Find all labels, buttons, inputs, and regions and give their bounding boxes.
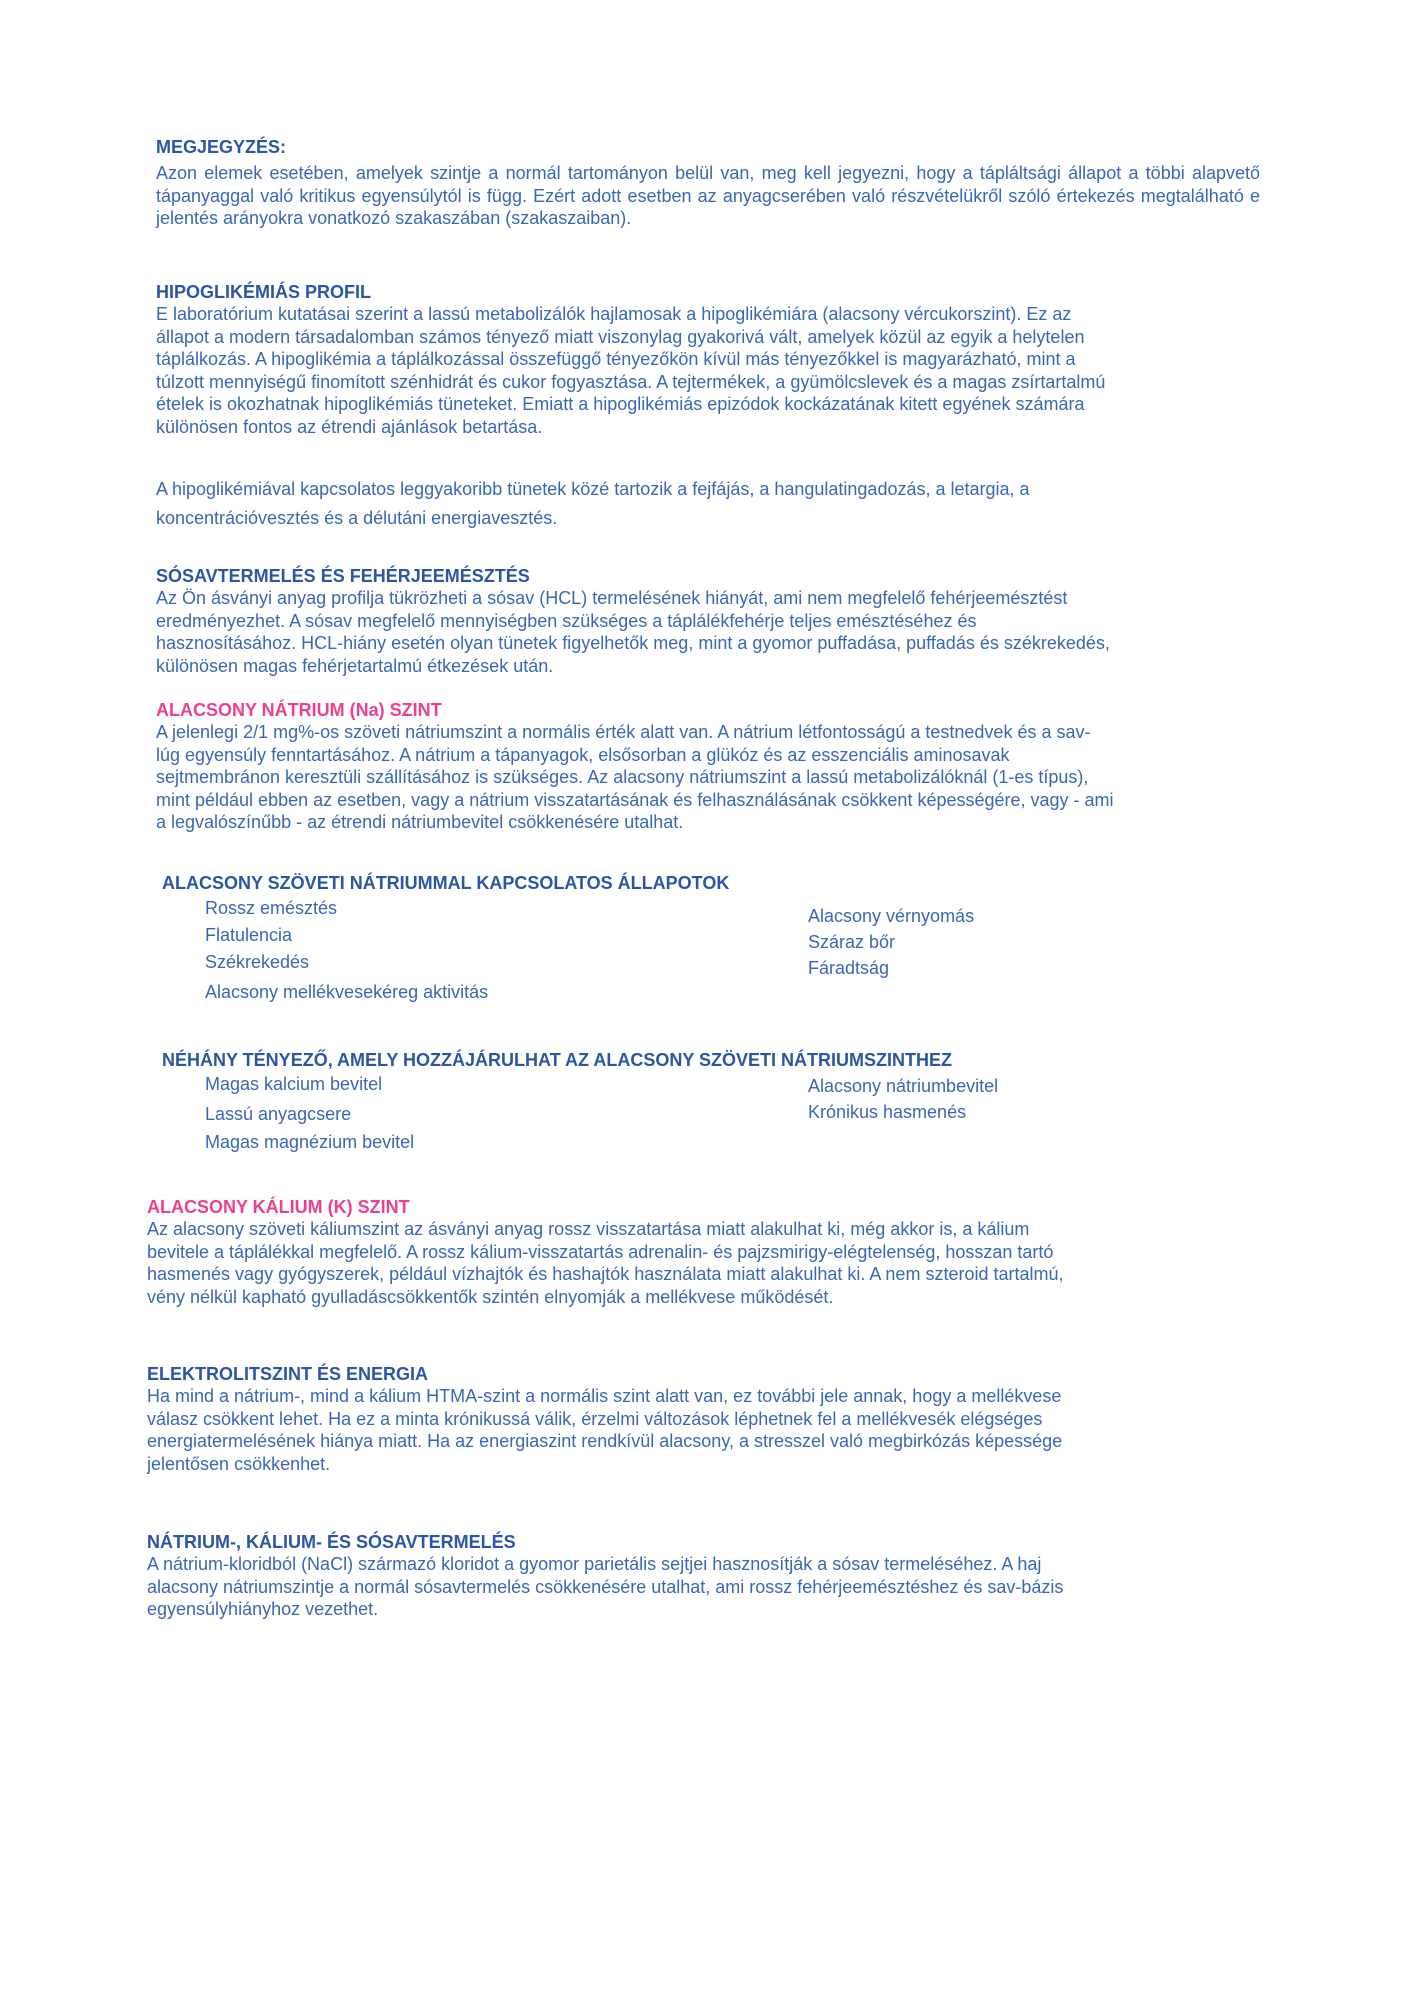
hcl-line: eredményezhet. A sósav megfelelő mennyiségben szükséges a táplálékfehérje teljes emésztéséhez és — [156, 610, 977, 631]
conditions-item: Alacsony mellékvesekéreg aktivitás — [205, 982, 489, 1002]
factors-title: NÉHÁNY TÉNYEZŐ, AMELY HOZZÁJÁRULHAT AZ ALACSONY SZÖVETI NÁTRIUMSZINTHEZ — [162, 1050, 953, 1070]
conditions-item: Flatulencia — [205, 925, 293, 945]
hypoglycemia-symptoms — [156, 475, 1030, 533]
conditions-item: Székrekedés — [205, 952, 310, 972]
hypoglycemia-line: állapot a modern társadalomban számos tényező miatt viszonylag gyakorivá vált, amelyek közül az egyik a helytelen — [156, 326, 1085, 347]
conditions-title: ALACSONY SZÖVETI NÁTRIUMMAL KAPCSOLATOS ÁLLAPOTOK — [162, 873, 730, 893]
conditions-item: Alacsony vérnyomás — [808, 906, 975, 926]
symptoms-line: A hipoglikémiával kapcsolatos leggyakoribb tünetek közé tartozik a fejfájás, a hangulatingadozás, a letargia, a — [156, 479, 1030, 499]
hypoglycemia-line: táplálkozás. A hipoglikémia a táplálkozással összefüggő tényezőkön kívül más tényezőkkel is magyarázható, mint a — [156, 349, 1076, 369]
potassium-line: bevitele a táplálékkal megfelelő. A rossz kálium-visszatartás adrenalin- és pajzsmirigy-elégtelenség, hosszan tartó — [147, 1241, 1054, 1262]
hypoglycemia-section — [156, 282, 1105, 438]
factors-item: Magas kalcium bevitel — [205, 1074, 383, 1094]
hypoglycemia-line: különösen fontos az étrendi ajánlások betartása. — [156, 416, 543, 437]
note-text: Azon elemek esetében, amelyek szintje a normál tartományon belül van, meg kell jegyezni, hogy a tápláltsági állapot a többi alapvető tápanyaggal való kritikus egyensúlytól is függ. Ezért adott esetben az anyagcserében való részvételükről szóló értekezés megtalálható e jelentés arányokra vonatkozó szakaszában (szakaszaiban). — [156, 163, 1260, 228]
conditions-item: Rossz emésztés — [205, 898, 338, 918]
potassium-line: Az alacsony szöveti káliumszint az ásványi anyag rossz visszatartása miatt alakulhat ki, még akkor is, a kálium — [147, 1219, 1030, 1239]
hcl-line: különösen magas fehérjetartalmú étkezések után. — [156, 655, 554, 676]
factors-item: Magas magnézium bevitel — [205, 1132, 415, 1152]
sodium-potassium-hcl-line: A nátrium-kloridból (NaCl) származó kloridot a gyomor parietális sejtjei hasznosítják a sósav termeléséhez. A haj — [147, 1554, 1042, 1574]
sodium-potassium-hcl-title: NÁTRIUM-, KÁLIUM- ÉS SÓSAVTERMELÉS — [147, 1532, 516, 1552]
hcl-title: SÓSAVTERMELÉS ÉS FEHÉRJEEMÉSZTÉS — [156, 566, 530, 586]
hcl-section — [156, 566, 1110, 677]
factors-item: Alacsony nátriumbevitel — [808, 1076, 999, 1096]
potassium-line: vény nélkül kapható gyulladáscsökkentők szintén elnyomják a mellékvese működését. — [147, 1286, 834, 1307]
sodium-potassium-hcl-line: alacsony nátriumszintje a normál sósavtermelés csökkenésére utalhat, ami rossz fehérjeemésztéshez és sav-bázis — [147, 1576, 1064, 1597]
sodium-line: sejtmembránon keresztüli szállításához is szükséges. Az alacsony nátriumszint a lassú metabolizálóknál (1-es típus), — [156, 767, 1089, 787]
factors-item: Lassú anyagcsere — [205, 1104, 352, 1124]
electrolyte-section — [147, 1364, 1062, 1475]
sodium-line: a legvalószínűbb - az étrendi nátriumbevitel csökkenésére utalhat. — [156, 812, 684, 832]
hypoglycemia-title: HIPOGLIKÉMIÁS PROFIL — [156, 282, 372, 302]
electrolyte-line: energiatermelésének hiánya miatt. Ha az energiaszint rendkívül alacsony, a stresszel való megbirkózás képessége — [147, 1431, 1063, 1451]
factors-item: Krónikus hasmenés — [808, 1102, 967, 1122]
potassium-line: hasmenés vagy gyógyszerek, például vízhajtók és hashajtók használata miatt alakulhat ki. A nem szteroid tartalmú, — [147, 1264, 1064, 1284]
electrolyte-line: Ha mind a nátrium-, mind a kálium HTMA-szint a normális szint alatt van, ez további jele annak, hogy a mellékvese — [147, 1386, 1062, 1406]
sodium-potassium-hcl-section — [147, 1532, 1063, 1621]
potassium-title: ALACSONY KÁLIUM (K) SZINT — [147, 1197, 410, 1217]
hcl-line: Az Ön ásványi anyag profilja tükrözheti a sósav (HCL) termelésének hiányát, ami nem megfelelő fehérjeemésztést — [156, 588, 1068, 608]
hypoglycemia-line: E laboratórium kutatásai szerint a lassú metabolizálók hajlamosak a hipoglikémiára (alacsony vércukorszint). Ez az — [156, 304, 1072, 324]
sodium-title: ALACSONY NÁTRIUM (Na) SZINT — [156, 700, 442, 720]
electrolyte-line: válasz csökkent lehet. Ha ez a minta krónikussá válik, érzelmi változások léphetnek fel a mellékvesék elégséges — [147, 1408, 1043, 1429]
sodium-line: mint például ebben az esetben, vagy a nátrium visszatartásának és felhasználásának csökkent képességére, vagy - ami — [156, 789, 1114, 810]
conditions-item: Fáradtság — [808, 958, 890, 978]
hcl-line: hasznosításához. HCL-hiány esetén olyan tünetek figyelhetők meg, mint a gyomor puffadása, puffadás és székrekedés, — [156, 633, 1110, 653]
sodium-potassium-hcl-line: egyensúlyhiányhoz vezethet. — [147, 1599, 379, 1619]
hypoglycemia-line: túlzott mennyiségű finomított szénhidrát és cukor fogyasztása. A tejtermékek, a gyümölcslevek és a magas zsírtartalmú — [156, 371, 1106, 392]
electrolyte-line: jelentősen csökkenhet. — [147, 1453, 331, 1474]
hypoglycemia-line: ételek is okozhatnak hipoglikémiás tüneteket. Emiatt a hipoglikémiás epizódok kockázatának kitett egyének számára — [156, 394, 1085, 414]
note-title: MEGJEGYZÉS: — [156, 137, 287, 157]
conditions-item: Száraz bőr — [808, 932, 896, 952]
sodium-line: A jelenlegi 2/1 mg%-os szöveti nátriumszint a normális érték alatt van. A nátrium létfontosságú a testnedvek és a sav- — [156, 722, 1091, 742]
symptoms-line: koncentrációvesztés és a délutáni energiavesztés. — [156, 508, 558, 528]
electrolyte-title: ELEKTROLITSZINT ÉS ENERGIA — [147, 1364, 429, 1384]
sodium-line: lúg egyensúly fenntartásához. A nátrium a tápanyagok, elsősorban a glükóz és az esszenciális aminosavak — [156, 744, 1010, 765]
potassium-section — [147, 1197, 1064, 1308]
note-section — [156, 137, 1260, 230]
sodium-section — [156, 700, 1114, 834]
